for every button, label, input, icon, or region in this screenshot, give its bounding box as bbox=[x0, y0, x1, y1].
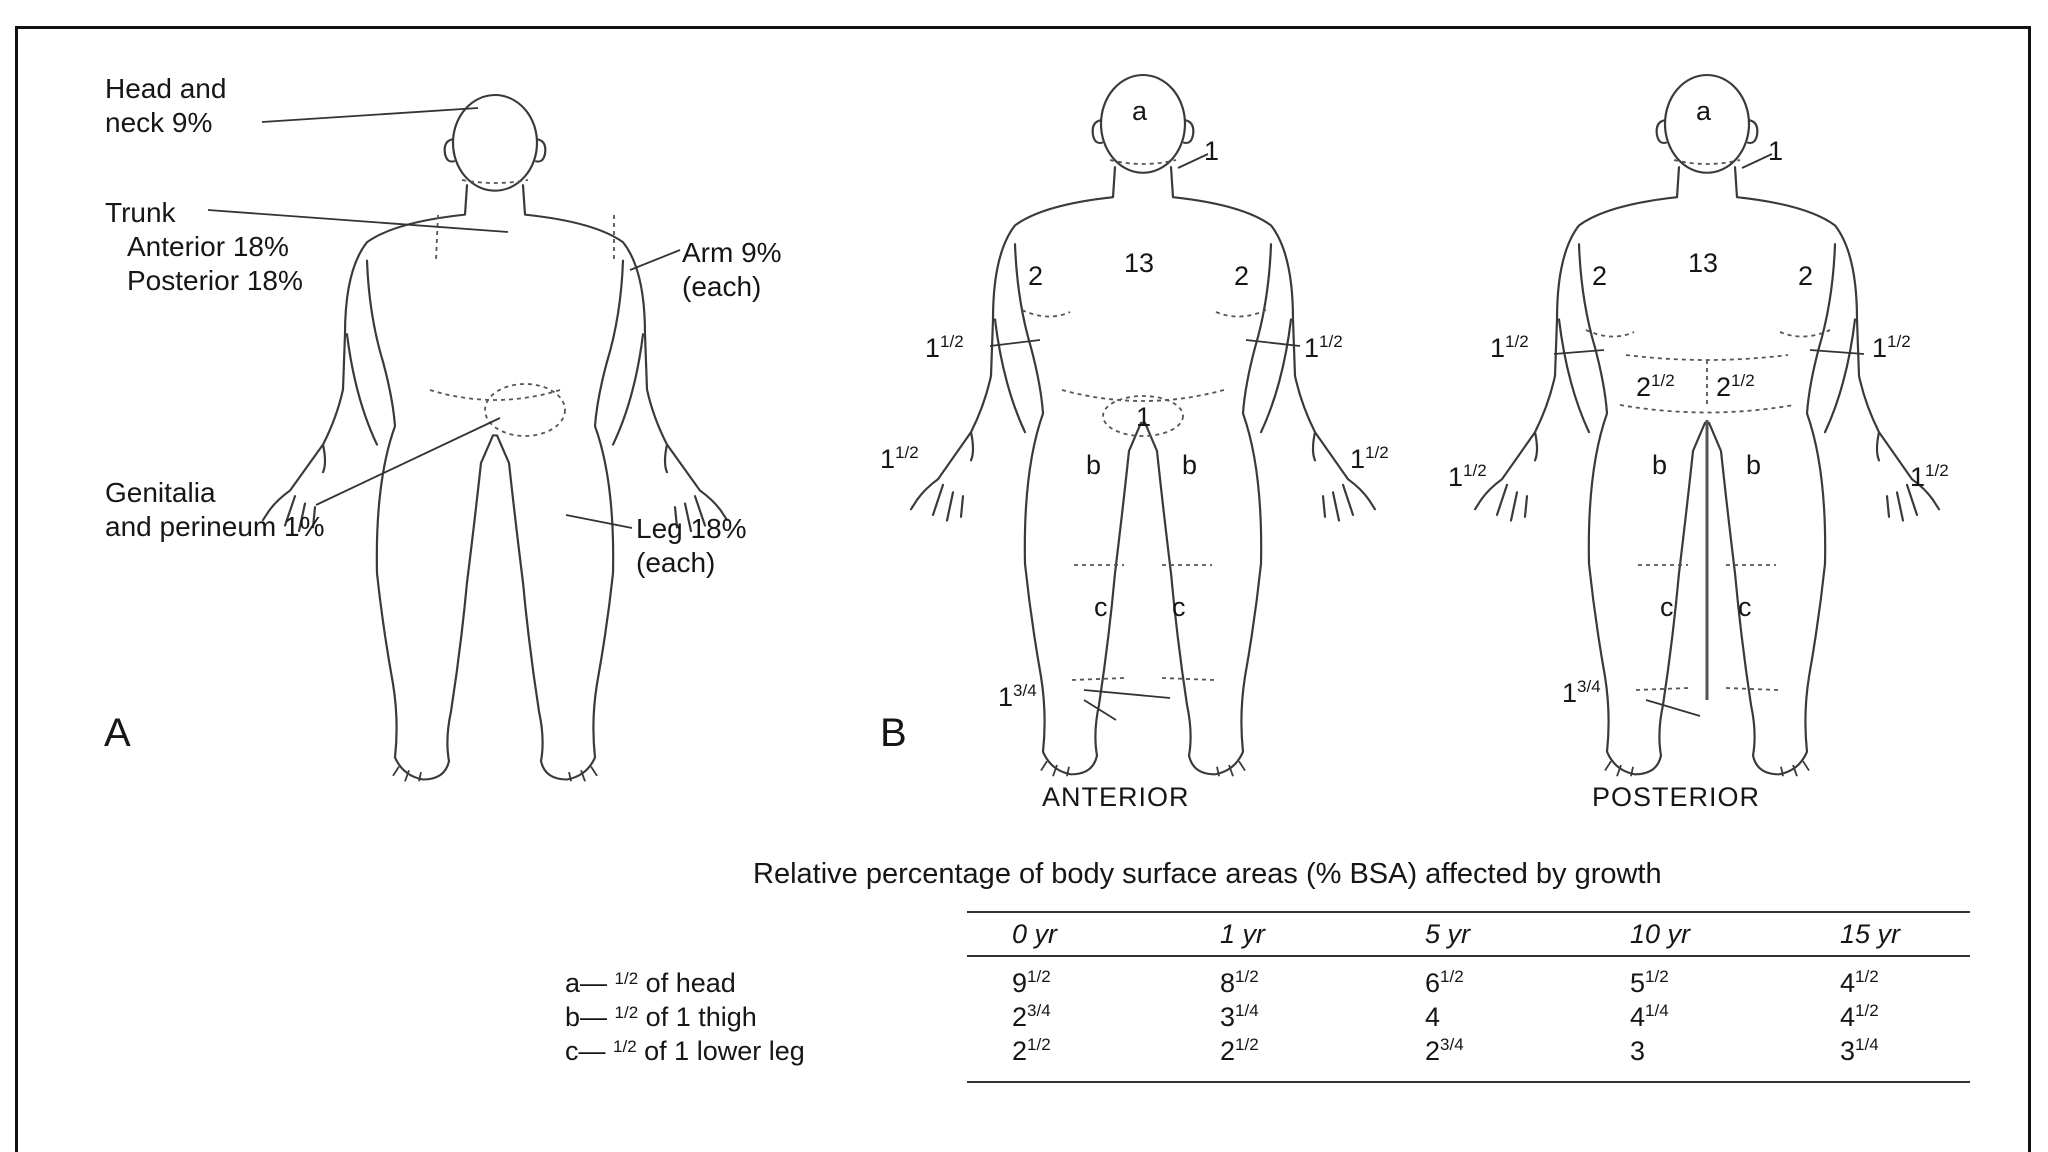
anterior-title: ANTERIOR bbox=[1042, 782, 1190, 812]
post-right-upper-arm-label: 2 bbox=[1798, 261, 1814, 291]
post-neck-label: 1 bbox=[1768, 136, 1784, 166]
table-column-header: 0 yr bbox=[1012, 919, 1058, 949]
posterior-region-labels bbox=[1448, 96, 1949, 812]
label-genitalia-line1: Genitalia bbox=[105, 477, 216, 508]
table-cell: $2^{3/4}$ bbox=[1012, 1001, 1051, 1032]
table-cell: $3^{1/4}$ bbox=[1220, 1001, 1259, 1032]
ant-trunk-label: 13 bbox=[1124, 248, 1155, 278]
ant-right-upper-arm-label: 2 bbox=[1234, 261, 1250, 291]
table-row-label: b— $^{1/2}$ of 1 thigh bbox=[565, 1002, 757, 1032]
post-right-thigh-label: b bbox=[1746, 450, 1762, 480]
table-cell: $4^{1/2}$ bbox=[1840, 1001, 1879, 1032]
label-trunk-anterior: Anterior 18% bbox=[127, 231, 289, 262]
table-cell: $2^{1/2}$ bbox=[1220, 1035, 1259, 1066]
ant-neck-label: 1 bbox=[1204, 136, 1220, 166]
ant-right-hand-label: $1^{1/2}$ bbox=[1350, 443, 1389, 474]
ant-right-thigh-label: b bbox=[1182, 450, 1198, 480]
table-row-label: c— $^{1/2}$ of 1 lower leg bbox=[565, 1036, 805, 1066]
label-head-line1: Head and bbox=[105, 73, 227, 104]
post-left-hand-label: $1^{1/2}$ bbox=[1448, 461, 1487, 492]
table-body bbox=[565, 967, 1879, 1066]
ant-left-forearm-label: $1^{1/2}$ bbox=[925, 332, 964, 363]
panel-a-labels bbox=[104, 73, 782, 755]
label-head-line2: neck 9% bbox=[105, 107, 213, 138]
table-cell: $2^{1/2}$ bbox=[1012, 1035, 1051, 1066]
post-right-lower-leg-label: c bbox=[1738, 592, 1752, 622]
table-cell: $6^{1/2}$ bbox=[1425, 967, 1464, 998]
table-column-header: 5 yr bbox=[1425, 919, 1471, 949]
table-column-header: 15 yr bbox=[1840, 919, 1901, 949]
label-leg-line1: Leg 18% bbox=[636, 513, 747, 544]
label-trunk-posterior: Posterior 18% bbox=[127, 265, 303, 296]
label-arm-line2: (each) bbox=[682, 271, 762, 302]
ant-head-label: a bbox=[1132, 96, 1148, 126]
table-column-header: 10 yr bbox=[1630, 919, 1691, 949]
label-trunk: Trunk bbox=[105, 197, 176, 228]
table-cell: 3 bbox=[1630, 1036, 1646, 1066]
post-right-hand-label: $1^{1/2}$ bbox=[1910, 461, 1949, 492]
ant-left-hand-label: $1^{1/2}$ bbox=[880, 443, 919, 474]
label-leg-line2: (each) bbox=[636, 547, 716, 578]
table-cell: $5^{1/2}$ bbox=[1630, 967, 1669, 998]
post-right-buttock-label: $2^{1/2}$ bbox=[1716, 371, 1755, 402]
post-left-forearm-label: $1^{1/2}$ bbox=[1490, 332, 1529, 363]
post-foot-label: $1^{3/4}$ bbox=[1562, 677, 1601, 708]
ant-right-forearm-label: $1^{1/2}$ bbox=[1304, 332, 1343, 363]
table-row-label: a— $^{1/2}$ of head bbox=[565, 968, 736, 998]
post-left-upper-arm-label: 2 bbox=[1592, 261, 1608, 291]
table-cell: $2^{3/4}$ bbox=[1425, 1035, 1464, 1066]
panel-letter-a: A bbox=[104, 711, 131, 755]
ant-left-lower-leg-label: c bbox=[1094, 592, 1108, 622]
posterior-title: POSTERIOR bbox=[1592, 782, 1761, 812]
post-left-thigh-label: b bbox=[1652, 450, 1668, 480]
post-trunk-label: 13 bbox=[1688, 248, 1719, 278]
table-caption: Relative percentage of body surface areas (% BSA) affected by growth bbox=[753, 858, 1662, 890]
ant-right-lower-leg-label: c bbox=[1172, 592, 1186, 622]
label-arm-line1: Arm 9% bbox=[682, 237, 782, 268]
table-cell: $4^{1/4}$ bbox=[1630, 1001, 1669, 1032]
panel-letter-b: B bbox=[880, 711, 907, 755]
table-cell: 4 bbox=[1425, 1002, 1441, 1032]
post-head-label: a bbox=[1696, 96, 1712, 126]
ant-genitalia-label: 1 bbox=[1136, 402, 1152, 432]
post-left-buttock-label: $2^{1/2}$ bbox=[1636, 371, 1675, 402]
table-cell: $9^{1/2}$ bbox=[1012, 967, 1051, 998]
ant-foot-label: $1^{3/4}$ bbox=[998, 681, 1037, 712]
post-left-lower-leg-label: c bbox=[1660, 592, 1674, 622]
table-header-row bbox=[1012, 919, 1901, 949]
ant-left-upper-arm-label: 2 bbox=[1028, 261, 1044, 291]
posterior-figure bbox=[1475, 75, 1939, 776]
table-column-header: 1 yr bbox=[1220, 919, 1266, 949]
post-right-forearm-label: $1^{1/2}$ bbox=[1872, 332, 1911, 363]
growth-table bbox=[565, 858, 1970, 1082]
table-cell: $8^{1/2}$ bbox=[1220, 967, 1259, 998]
ant-left-thigh-label: b bbox=[1086, 450, 1102, 480]
label-genitalia-line2: and perineum 1% bbox=[105, 511, 325, 542]
panel-a-figure bbox=[208, 95, 727, 781]
table-cell: $4^{1/2}$ bbox=[1840, 967, 1879, 998]
table-cell: $3^{1/4}$ bbox=[1840, 1035, 1879, 1066]
